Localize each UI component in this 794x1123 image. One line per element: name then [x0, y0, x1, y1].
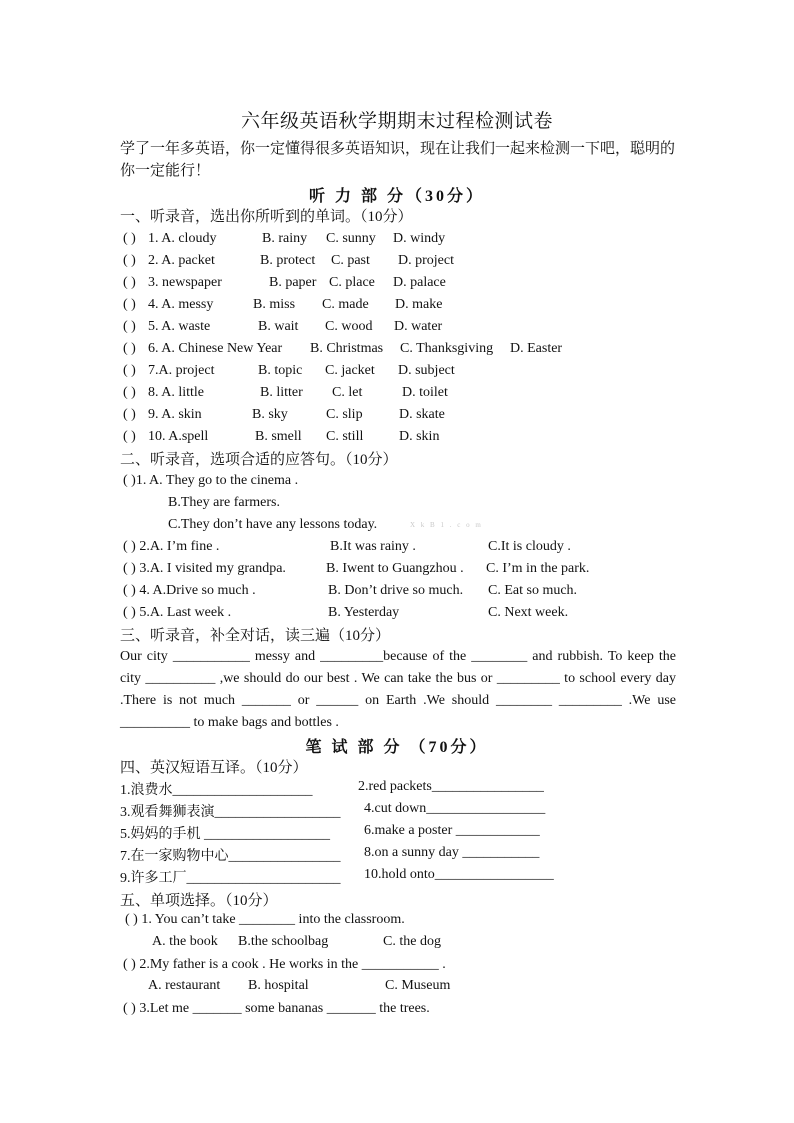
- option-c: C. I’m in the park.: [486, 561, 590, 576]
- translation-item[interactable]: 8.on a sunny day ___________: [364, 845, 540, 860]
- translation-item[interactable]: 3.观看舞狮表演__________________: [120, 805, 341, 820]
- option-c: C. place: [329, 275, 375, 290]
- option-d: D. toilet: [402, 385, 448, 400]
- option-b: B.It was rainy .: [330, 539, 416, 554]
- option-d: D. water: [394, 319, 443, 334]
- option-c: C.They don’t have any lessons today.: [168, 517, 378, 532]
- option-b: B. protect: [260, 253, 316, 268]
- option-a: 10. A.spell: [148, 429, 209, 444]
- option-a: 4. A. messy: [148, 297, 214, 312]
- option-c: C. Eat so much.: [488, 583, 578, 598]
- translation-item[interactable]: 5.妈妈的手机 __________________: [120, 827, 330, 842]
- option-b: B. smell: [255, 429, 302, 444]
- answer-bracket[interactable]: ( ): [123, 297, 136, 312]
- option-b: B. Iwent to Guangzhou .: [326, 561, 464, 576]
- option-a: A. the book: [152, 934, 218, 949]
- question-stem: ( ) 2.A. I’m fine .: [123, 539, 220, 554]
- translation-item[interactable]: 9.许多工厂______________________: [120, 871, 341, 886]
- listening-section-title: 听 力 部 分（30分）: [308, 188, 485, 205]
- option-d: D. make: [395, 297, 443, 312]
- translation-item[interactable]: 1.浪费水____________________: [120, 783, 313, 798]
- question-stem: ( ) 4. A.Drive so much .: [123, 583, 256, 598]
- option-a: 8. A. little: [148, 385, 204, 400]
- option-a: 5. A. waste: [148, 319, 211, 334]
- intro-text: 学了一年多英语，你一定懂得很多英语知识，现在让我们一起来检测一下吧，聪明的你一定能行！: [120, 141, 676, 179]
- answer-bracket[interactable]: ( ): [123, 275, 136, 290]
- answer-bracket[interactable]: ( ): [123, 363, 136, 378]
- option-c: C. Next week.: [488, 605, 569, 620]
- option-b: B.They are farmers.: [168, 495, 280, 510]
- cloze-paragraph: Our city ___________ messy and _________because of the ________ and rubbish. To keep the city __________ ,we should do our best . We can take the bus or _________ to school every day .There is not much _______ or ______ on Earth .We should ________ _________ .We use __________ to make bags and bottles .: [120, 649, 676, 730]
- option-d: D. windy: [393, 231, 446, 246]
- answer-bracket[interactable]: ( ): [123, 407, 136, 422]
- question-stem: ( )1. A. They go to the cinema .: [123, 473, 299, 488]
- option-c: C. let: [332, 385, 363, 400]
- translation-item[interactable]: 2.red packets________________: [358, 779, 544, 794]
- option-a: 9. A. skin: [148, 407, 202, 422]
- section5-heading: 五、单项选择。（10分）: [120, 893, 278, 909]
- option-a: 1. A. cloudy: [148, 231, 217, 246]
- option-a: A. restaurant: [148, 978, 221, 993]
- section4-heading: 四、英汉短语互译。（10分）: [120, 760, 308, 776]
- option-b: B. Yesterday: [328, 605, 400, 620]
- option-a: 7.A. project: [148, 363, 215, 378]
- question-stem: ( ) 5.A. Last week .: [123, 605, 232, 620]
- option-b: B. topic: [258, 363, 303, 378]
- option-d: D. skate: [399, 407, 445, 422]
- section3-heading: 三、听录音，补全对话，读三遍（10分）: [120, 628, 391, 644]
- written-section-title: 笔 试 部 分 （70分）: [305, 739, 489, 756]
- answer-bracket[interactable]: ( ): [123, 341, 136, 356]
- section1-heading: 一、听录音，选出你所听到的单词。（10分）: [120, 209, 413, 225]
- answer-bracket[interactable]: ( ): [123, 385, 136, 400]
- option-d: D. skin: [399, 429, 440, 444]
- option-b: B. wait: [258, 319, 299, 334]
- translation-item[interactable]: 7.在一家购物中心________________: [120, 849, 341, 864]
- option-c: C. Museum: [385, 978, 451, 993]
- option-b: B.the schoolbag: [238, 934, 329, 949]
- option-b: B. sky: [252, 407, 288, 422]
- question-stem: ( ) 2.My father is a cook . He works in the ___________ .: [123, 957, 446, 972]
- option-c: C. jacket: [325, 363, 375, 378]
- question-stem: ( ) 3.Let me _______ some bananas _______ the trees.: [123, 1001, 430, 1016]
- question-stem: ( ) 1. You can’t take ________ into the classroom.: [125, 912, 405, 927]
- option-a: 6. A. Chinese New Year: [148, 341, 283, 356]
- option-c: C. wood: [325, 319, 373, 334]
- section2-heading: 二、听录音，选项合适的应答句。（10分）: [120, 452, 398, 468]
- option-b: B. rainy: [262, 231, 308, 246]
- option-b: B. litter: [260, 385, 303, 400]
- question-stem: ( ) 3.A. I visited my grandpa.: [123, 561, 286, 576]
- page-title: 六年级英语秋学期期末过程检测试卷: [240, 111, 553, 132]
- answer-bracket[interactable]: ( ): [123, 253, 136, 268]
- option-c: C. still: [326, 429, 364, 444]
- option-a: 3. newspaper: [148, 275, 222, 290]
- option-c: C. sunny: [326, 231, 376, 246]
- option-d: D. subject: [398, 363, 455, 378]
- answer-bracket[interactable]: ( ): [123, 231, 136, 246]
- translation-item[interactable]: 10.hold onto_________________: [364, 867, 554, 882]
- option-b: B. hospital: [248, 978, 309, 993]
- option-c: C.It is cloudy .: [488, 539, 571, 554]
- option-b: B. paper: [269, 275, 317, 290]
- option-c: C. slip: [326, 407, 363, 422]
- option-d: D. palace: [393, 275, 446, 290]
- option-c: C. Thanksgiving: [400, 341, 494, 356]
- option-b: B. Christmas: [310, 341, 384, 356]
- option-d: D. Easter: [510, 341, 563, 356]
- translation-item[interactable]: 6.make a poster ____________: [364, 823, 540, 838]
- translation-item[interactable]: 4.cut down_________________: [364, 801, 546, 816]
- option-c: C. the dog: [383, 934, 441, 949]
- option-c: C. made: [322, 297, 369, 312]
- option-c: C. past: [331, 253, 370, 268]
- option-b: B. miss: [253, 297, 296, 312]
- answer-bracket[interactable]: ( ): [123, 429, 136, 444]
- option-a: 2. A. packet: [148, 253, 215, 268]
- watermark-text: X k B 1 . c o m: [410, 521, 483, 529]
- answer-bracket[interactable]: ( ): [123, 319, 136, 334]
- option-b: B. Don’t drive so much.: [328, 583, 464, 598]
- option-d: D. project: [398, 253, 454, 268]
